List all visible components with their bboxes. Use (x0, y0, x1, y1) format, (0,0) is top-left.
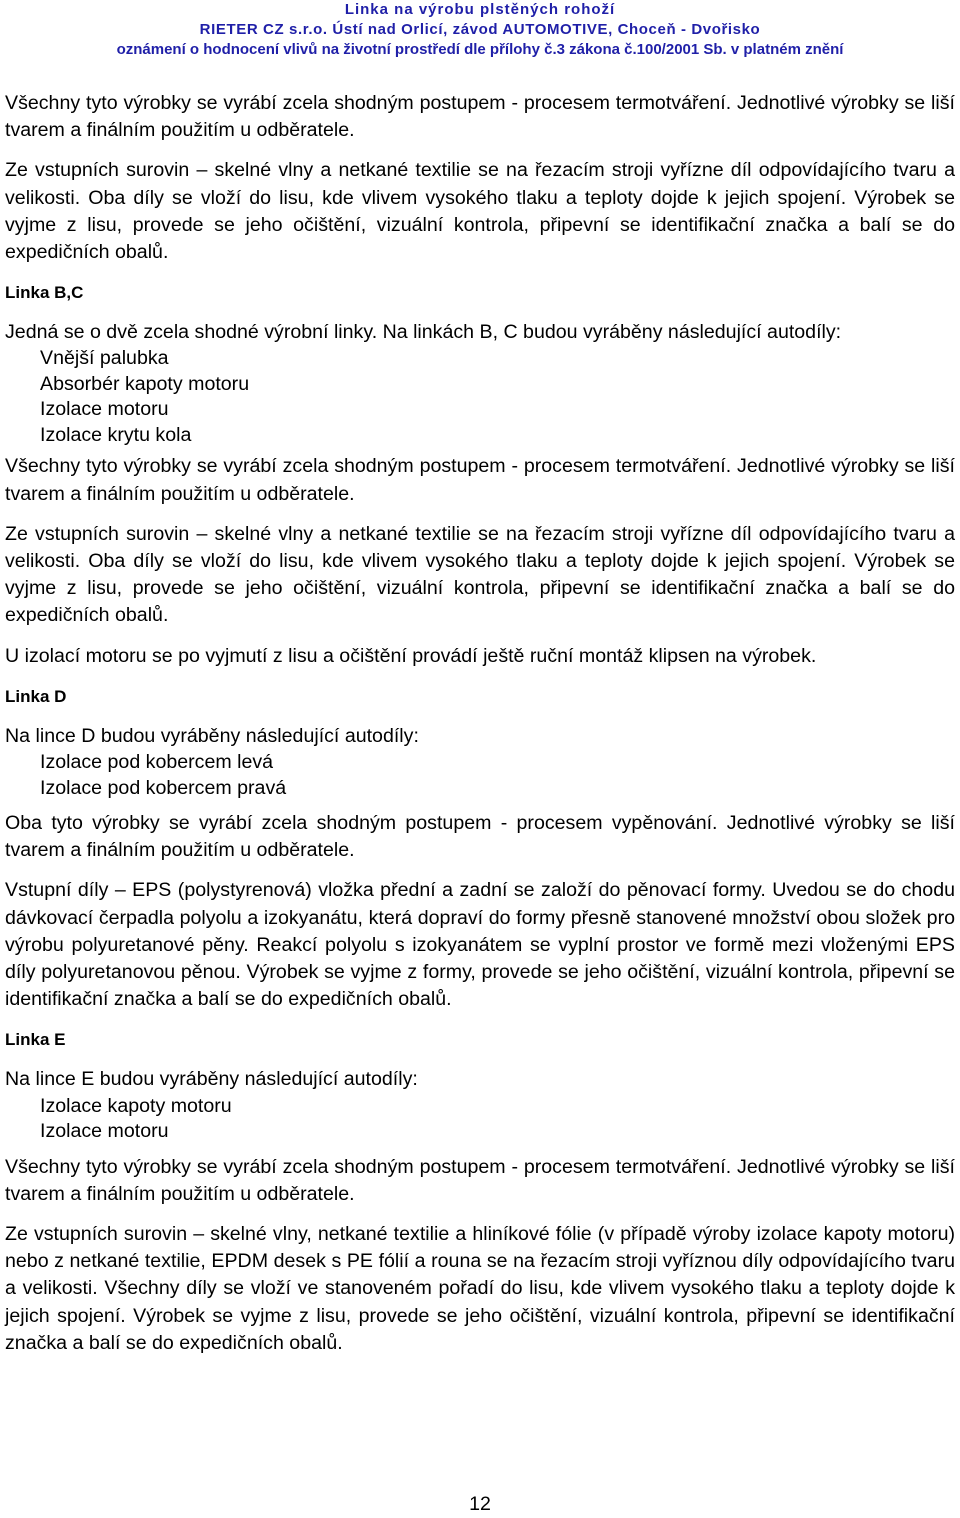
linka-d-paragraph-2: Vstupní díly – EPS (polystyrenová) vložka přední a zadní se založí do pěnovací formy. Uvedou se do chodu dávkovací čerpadla polyolu a izokyanátu, která dopraví do formy přesně stanovené množství obou složek pro výrobu polyuretanové pěny. Reakcí polyolu s izokyanátem se vyplní prostor ve formě mezi vloženými EPS díly polyuretanovou pěnou. Výrobek se vyjme z formy, provede se jeho očištění, vizuální kontrola, připevní se identifikační značka a balí se do expedičních obalů. (5, 879, 955, 1011)
list-item: Izolace motoru (40, 1120, 169, 1143)
list-item: Vnější palubka (40, 347, 169, 370)
heading-linka-d: Linka D (5, 686, 67, 706)
heading-linka-bc: Linka B,C (5, 283, 84, 303)
linka-e-paragraph-2: Ze vstupních surovin – skelné vlny, netkané textilie a hliníkové fólie (v případě výroby izolace kapoty motoru) nebo z netkané textilie, EPDM desek s PE fólií a rouna se na řezacím stroji vyříznou díly odpovídajícího tvaru a velikosti. Všechny díly se vloží ve stanoveném pořadí do lisu, kde vlivem vysokého tlaku a teploty dojde k jejich spojení. Výrobek se vyjme z lisu, provede se jeho očištění, vizuální kontrola, připevní se identifikační značka a balí se do expedičních obalů. (5, 1223, 955, 1354)
list-item: Izolace krytu kola (40, 423, 192, 446)
list-item: Absorbér kapoty motoru (40, 372, 250, 395)
intro-paragraph-1: Všechny tyto výrobky se vyrábí zcela shodným postupem - procesem termotváření. Jednotlivé výrobky se liší tvarem a finálním použitím u odběratele. (5, 92, 955, 142)
page-number: 12 (469, 1493, 491, 1515)
linka-e-paragraph-1: Všechny tyto výrobky se vyrábí zcela shodným postupem - procesem termotváření. Jednotlivé výrobky se liší tvarem a finálním použitím u odběratele. (5, 1155, 955, 1205)
list-item: Izolace pod kobercem pravá (40, 776, 287, 799)
linka-bc-paragraph-1: Všechny tyto výrobky se vyrábí zcela shodným postupem - procesem termotváření. Jednotlivé výrobky se liší tvarem a finálním použitím u odběratele. (5, 455, 955, 505)
heading-linka-e: Linka E (5, 1030, 66, 1050)
linka-e-intro: Na lince E budou vyráběny následující autodíly: (5, 1068, 418, 1091)
header-legal-note: oznámení o hodnocení vlivů na životní prostředí dle přílohy č.3 zákona č.100/2001 Sb. v platném znění (116, 41, 844, 58)
linka-d-paragraph-1: Oba tyto výrobky se vyrábí zcela shodným postupem - procesem vypěnování. Jednotlivé výrobky se liší tvarem a finálním použitím u odběratele. (5, 812, 955, 862)
list-item: Izolace motoru (40, 398, 169, 421)
linka-bc-intro: Jedná se o dvě zcela shodné výrobní linky. Na linkách B, C budou vyráběny následující autodíly: (5, 321, 842, 344)
linka-bc-paragraph-3: U izolací motoru se po vyjmutí z lisu a očištění provádí ještě ruční montáž klipsen na výrobek. (5, 644, 817, 667)
linka-d-parts-list (5, 750, 955, 801)
header-company: RIETER CZ s.r.o. Ústí nad Orlicí, závod AUTOMOTIVE, Choceň - Dvořisko (199, 21, 761, 38)
linka-e-parts-list (5, 1094, 955, 1145)
list-item: Izolace kapoty motoru (40, 1094, 232, 1117)
header-title: Linka na výrobu plstěných rohoží (344, 1, 616, 18)
document-body (5, 90, 955, 1357)
intro-paragraph-2: Ze vstupních surovin – skelné vlny a netkané textilie se na řezacím stroji vyřízne díl odpovídajícího tvaru a velikosti. Oba díly se vloží do lisu, kde vlivem vysokého tlaku a teploty dojde k jejich spojení. Výrobek se vyjme z lisu, provede se jeho očištění, vizuální kontrola, připevní se identifikační značka a balí se do expedičních obalů. (5, 159, 955, 264)
linka-bc-parts-list (5, 346, 955, 448)
list-item: Izolace pod kobercem levá (40, 751, 274, 774)
page-header (0, 0, 960, 60)
linka-d-intro: Na lince D budou vyráběny následující autodíly: (5, 724, 419, 747)
linka-bc-paragraph-2: Ze vstupních surovin – skelné vlny a netkané textilie se na řezacím stroji vyřízne díl odpovídajícího tvaru a velikosti. Oba díly se vloží do lisu, kde vlivem vysokého tlaku a teploty dojde k jejich spojení. Výrobek se vyjme z lisu, provede se jeho očištění, vizuální kontrola, připevní se identifikační značka a balí se do expedičních obalů. (5, 522, 955, 627)
